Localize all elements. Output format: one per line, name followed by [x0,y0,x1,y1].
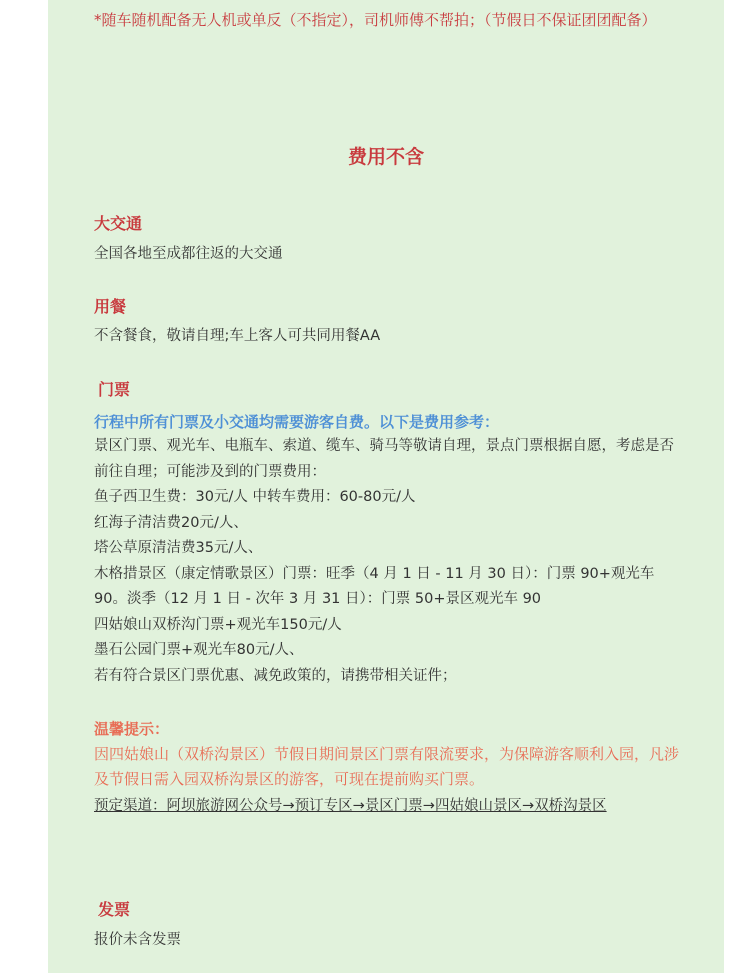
ticket-line: 四姑娘山双桥沟门票+观光车150元/人 [94,616,342,633]
meals-heading: 用餐 [94,297,127,316]
ticket-line: 鱼子西卫生费：30元/人 中转车费用：60-80元/人 [94,489,416,505]
tips-heading: 温馨提示： [94,720,170,738]
ticket-line: 木格措景区（康定情歌景区）门票：旺季（4 月 1 日 - 11 月 30 日）：门票 90+观光车90。淡季（12 月 1 日 - 次年 3 月 31 日）：门票 50+景区观光车 90 [94,565,655,607]
invoice-heading: 发票 [98,900,131,919]
ticket-line: 墨石公园门票+观光车80元/人、 [94,642,304,658]
transport-text: 全国各地至成都往返的大交通 [94,246,283,262]
invoice-text: 报价未含发票 [94,932,181,948]
ticket-line: 红海子清洁费20元/人、 [94,514,248,531]
tickets-highlight: 行程中所有门票及小交通均需要游客自费。以下是费用参考： [94,413,500,431]
content-panel [48,0,724,973]
booking-channel: 预定渠道：阿坝旅游网公众号→预订专区→景区门票→四姑娘山景区→双桥沟景区 [94,798,607,814]
ticket-line: 景区门票、观光车、电瓶车、索道、缆车、骑马等敬请自理，景点门票根据自愿，考虑是否前往自理；可能涉及到的门票费用： [94,438,674,480]
tickets-list [94,434,684,689]
tips-text: 因四姑娘山（双桥沟景区）节假日期间景区门票有限流要求，为保障游客顺利入园，凡涉及节假日需入园双桥沟景区的游客，可现在提前购买门票。 [94,745,680,788]
ticket-line: 若有符合景区门票优惠、减免政策的，请携带相关证件； [94,667,457,684]
ticket-line: 塔公草原清洁费35元/人、 [94,540,263,556]
meals-text: 不含餐食，敬请自理;车上客人可共同用餐AA [94,328,381,344]
section-title: 费用不含 [347,146,424,168]
transport-heading: 大交通 [94,214,143,233]
tickets-heading: 门票 [98,380,131,399]
drone-note: *随车随机配备无人机或单反（不指定），司机师傅不帮拍；（节假日不保证团团配备） [94,11,657,29]
